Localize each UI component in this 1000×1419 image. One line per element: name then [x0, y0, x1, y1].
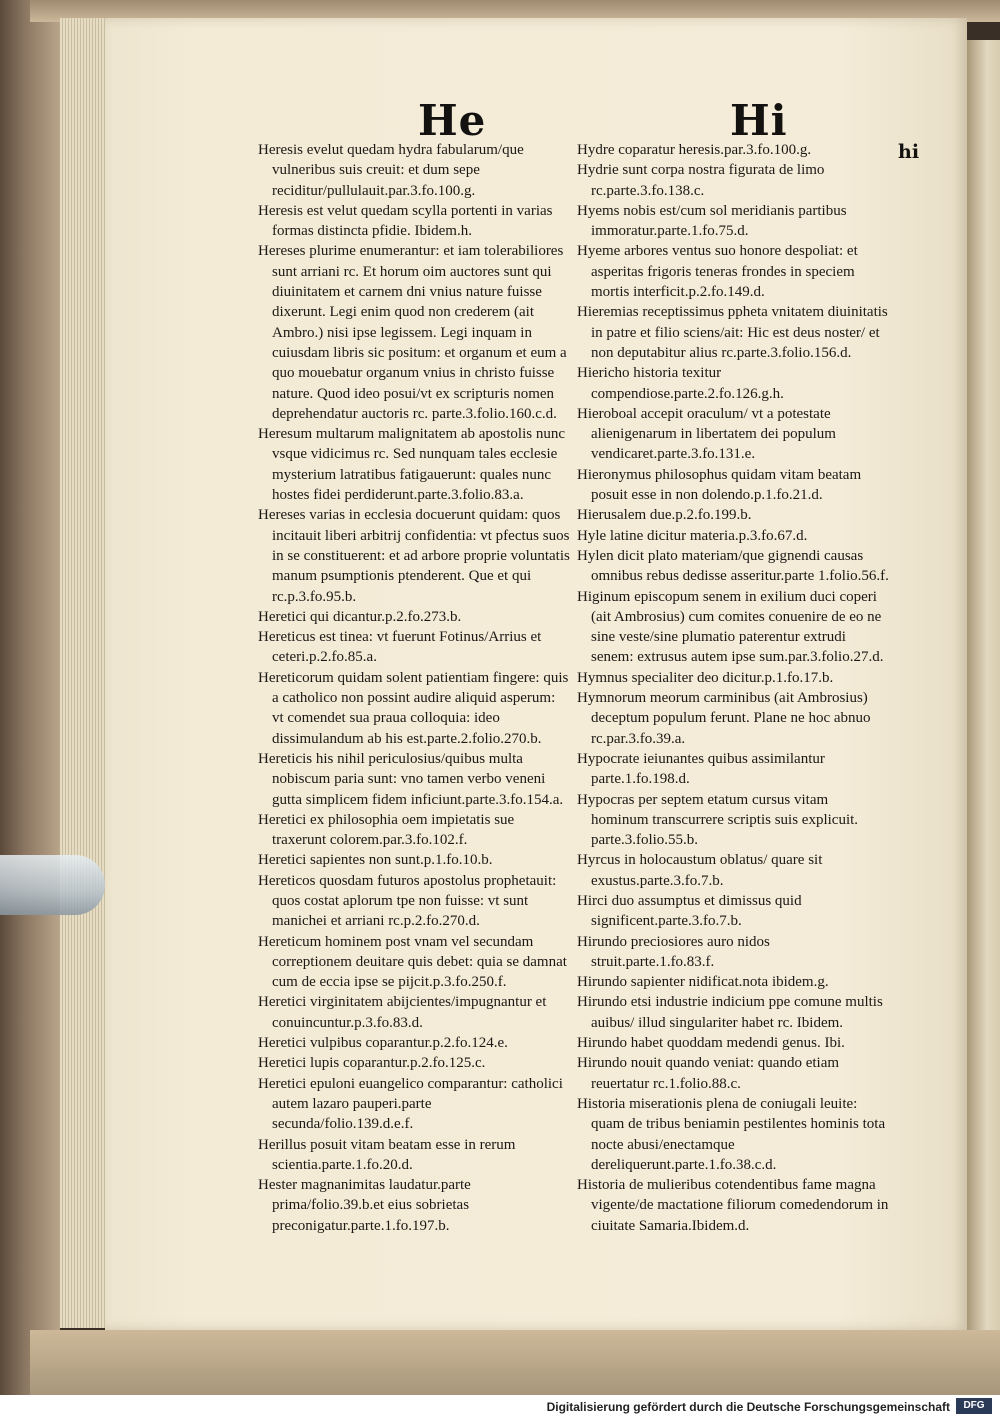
- index-entry: Hereses varias in ecclesia docuerunt quidam: quos incitauit liberi arbitrij confidentia: vt pfectus suos in se constituerent: et ad arbore proprie voluntatis manum psumptionis ptenderent. Que et qui rc.p.3.fo.95.b.: [258, 507, 570, 605]
- index-entry: Hieremias receptissimus ppheta vnitatem diuinitatis in patre et filio sciens/ait: Hic est deus noster/ et non deputabitur alius rc.parte.3.folio.156.d.: [577, 304, 888, 361]
- index-entry: Hieronymus philosophus quidam vitam beatam posuit esse in non dolendo.p.1.fo.21.d.: [577, 466, 862, 504]
- index-entry: Hirundo habet quoddam medendi genus. Ibi.: [577, 1035, 845, 1052]
- index-entry: Heretici ex philosophia oem impietatis sue traxerunt colorem.par.3.fo.102.f.: [258, 811, 515, 849]
- index-entry: Hydre coparatur heresis.par.3.fo.100.g.: [577, 142, 812, 158]
- index-entry: Heresis evelut quedam hydra fabularum/que vulneribus suis creuit: et dum sepe reciditur/pullulauit.par.3.fo.100.g.: [258, 142, 524, 199]
- index-entry: Hypocrate ieiunantes quibus assimilantur parte.1.fo.198.d.: [577, 750, 825, 788]
- running-head-right: Hi: [730, 96, 788, 145]
- index-entry: Hierusalem due.p.2.fo.199.b.: [577, 507, 752, 524]
- index-entry: Heretici virginitatem abijcientes/impugnantur et conuincuntur.p.3.fo.83.d.: [258, 994, 547, 1031]
- index-entry: Hiericho historia texitur compendiose.parte.2.fo.126.g.h.: [577, 365, 784, 402]
- index-entry: Hypocras per septem etatum cursus vitam hominum transcurrere scriptis suis explicuit. parte.3.folio.55.b.: [577, 791, 859, 849]
- index-entry: Hirundo nouit quando veniat: quando etiam reuertatur rc.1.folio.88.c.: [577, 1055, 840, 1092]
- binding-bottom: [30, 1330, 1000, 1395]
- index-entry: Herillus posuit vitam beatam esse in rerum scientia.parte.1.fo.20.d.: [258, 1136, 516, 1173]
- index-entry: Hereticus est tinea: vt fuerunt Fotinus/Arrius et ceteri.p.2.fo.85.a.: [258, 629, 542, 666]
- index-entry: Heretici qui dicantur.p.2.fo.273.b.: [258, 608, 462, 625]
- index-entry: Heretici lupis coparantur.p.2.fo.125.c.: [258, 1055, 486, 1072]
- page-edges: [60, 18, 110, 1328]
- index-entry: Hester magnanimitas laudatur.parte prima/folio.39.b.et eius sobrietas preconigatur.parte.1.fo.197.b.: [258, 1177, 471, 1234]
- index-entry: Higinum episcopum senem in exilium duci coperi (ait Ambrosius) cum comites conuenire de eo ne sine veste/sine plumatio paterentur extrudi senem: extrusus autem ipse sum.par.3.folio.27.d.: [577, 588, 884, 666]
- footer-credit: Digitalisierung gefördert durch die Deutsche Forschungsgemeinschaft: [546, 1400, 950, 1414]
- index-entry: Hydrie sunt corpa nostra figurata de limo rc.parte.3.fo.138.c.: [577, 162, 825, 199]
- index-entry: Hyle latine dicitur materia.p.3.fo.67.d.: [577, 527, 808, 544]
- page-clip: [0, 855, 105, 915]
- index-entry: Hereses plurime enumerantur: et iam tolerabiliores sunt arriani rc. Et horum oim auctores sunt qui diuinitatem et carnem dni vnius nature fuisse dixerunt. Legi enim quod non crederem (ait Ambro.) nisi ipse legissem. Legi inquam in cuiusdam libris sic positum: et organum et eum a quo mouebatur organum vnius in christo fuisse nature. Quod ideo posui/vt ex scripturis nomen deprehendatur auctoris rc. parte.3.folio.160.c.d.: [258, 243, 567, 422]
- index-entry: Hereticum hominem post vnam vel secundam correptionem deuitare quis debet: quia se damnat cum de eccia ipse se pijcit.p.3.fo.250.f.: [258, 933, 567, 991]
- index-entry: Hirundo etsi industrie indicium ppe comune multis auibus/ illud singulariter habet rc. Ibidem.: [577, 994, 883, 1031]
- index-entry: Heresis est velut quedam scylla portenti in varias formas distincta pfidie. Ibidem.h.: [258, 202, 553, 240]
- index-entry: Hyrcus in holocaustum oblatus/ quare sit exustus.parte.3.fo.7.b.: [577, 852, 823, 889]
- index-entry: Heretici vulpibus coparantur.p.2.fo.124.e.: [258, 1035, 508, 1052]
- running-head-left: He: [418, 96, 487, 145]
- index-entry: Hyeme arbores ventus suo honore despoliat: et asperitas frigoris teneras frondes in speciem mortis interficit.p.2.fo.149.d.: [577, 243, 858, 301]
- index-entry: Hieroboal accepit oraculum/ vt a potestate alienigenarum in libertatem dei populum vendicaret.parte.3.fo.131.e.: [577, 405, 836, 463]
- right-column: [577, 140, 889, 1236]
- index-entry: Hirundo sapienter nidificat.nota ibidem.g.: [577, 974, 829, 991]
- index-entry: Hymnorum meorum carminibus (ait Ambrosius) deceptum populum ferunt. Plane ne hoc abnuo rc.par.3.fo.39.a.: [577, 690, 871, 747]
- dfg-logo: DFG: [956, 1398, 992, 1414]
- index-entry: Heretici sapientes non sunt.p.1.fo.10.b.: [258, 852, 493, 869]
- index-entry: Heretici epuloni euangelico comparantur: catholici autem lazaro pauperi.parte secunda/folio.139.d.e.f.: [258, 1075, 563, 1133]
- facing-page-edge: [967, 40, 1000, 1330]
- binding-left: [0, 0, 60, 1395]
- index-entry: Hereticorum quidam solent patientiam fingere: quis a catholico non possint audire aliquid asperum: vt comendet sua praua colloquia: ideo dissimulandum ab his est.parte.2.folio.270.b.: [258, 669, 569, 747]
- index-entry: Hyems nobis est/cum sol meridianis partibus immoratur.parte.1.fo.75.d.: [577, 202, 847, 240]
- index-entry: Historia miserationis plena de coniugali leuite: quam de tribus beniamin pestilentes hominis tota nocte abusi/enectamque dereliquerunt.parte.1.fo.38.c.d.: [577, 1095, 886, 1173]
- index-entry: Heresum multarum malignitatem ab apostolis nunc vsque vidicimus rc. Sed nunquam tales ecclesie mysterium latratibus fatigauerunt: quales nunc hostes fidei perdiderunt.parte.3.folio.83.a.: [258, 426, 566, 504]
- index-entry: Hirci duo assumptus et dimissus quid significent.parte.3.fo.7.b.: [577, 892, 802, 930]
- margin-note: hi: [898, 141, 920, 163]
- index-entry: Hereticis his nihil periculosius/quibus multa nobiscum paria sunt: vno tamen verbo veneni gutta simplicem fidem inficiunt.parte.3.fo.154.a.: [258, 750, 564, 808]
- index-entry: Hymnus specialiter deo dicitur.p.1.fo.17.b.: [577, 669, 834, 686]
- index-entry: Hirundo preciosiores auro nidos struit.parte.1.fo.83.f.: [577, 933, 770, 970]
- left-column: [258, 140, 570, 1236]
- index-entry: Hylen dicit plato materiam/que gignendi causas omnibus rebus dedisse asseritur.parte 1.folio.56.f.: [577, 547, 889, 585]
- index-entry: Historia de mulieribus cotendentibus fame magna vigente/de mactatione filiorum comedendorum in ciuitate Samaria.Ibidem.d.: [577, 1177, 889, 1234]
- index-entry: Hereticos quosdam futuros apostolus prophetauit: quos costat aplorum tpe non fuisse: vt sunt manichei et arriani rc.p.2.fo.270.d.: [258, 872, 557, 930]
